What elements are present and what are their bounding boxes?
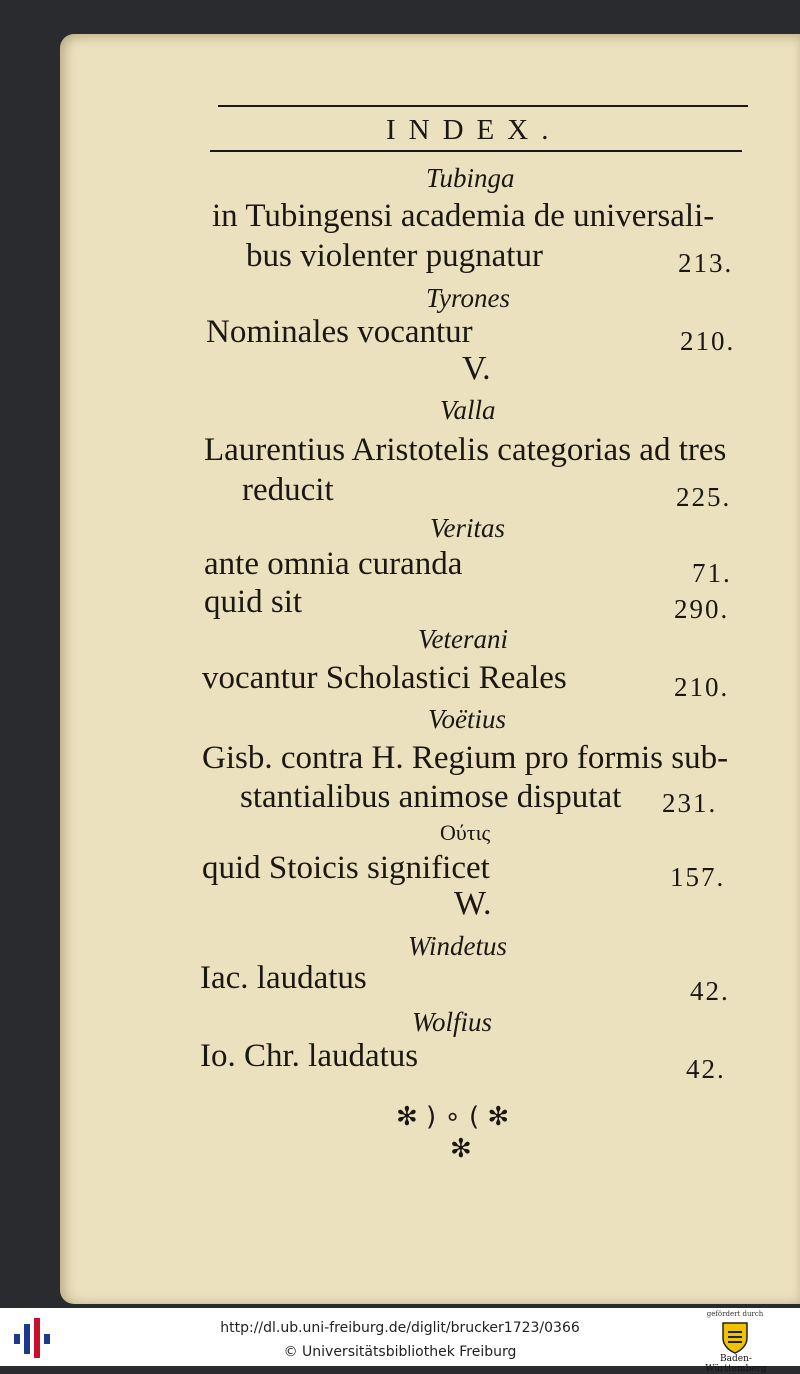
entry-line: quid Stoicis significet <box>202 850 490 886</box>
entry-line: ante omnia curanda <box>204 546 463 582</box>
entry-line: Io. Chr. laudatus <box>200 1038 419 1074</box>
sponsor-caption: gefördert durch <box>706 1310 764 1318</box>
entry-head: Tubinga <box>426 163 515 193</box>
entry-line: Gisb. contra H. Regium pro formis sub- <box>202 740 729 776</box>
entry-page-number: 213. <box>678 248 734 278</box>
entry-page-number: 290. <box>674 594 730 624</box>
entry-line: Nominales vocantur <box>206 314 473 350</box>
entry-line: stantialibus animose disputat <box>240 779 622 815</box>
entry-line: Iac. laudatus <box>200 960 367 996</box>
entry-page-number: 225. <box>676 482 732 512</box>
ornament: ✻ <box>450 1134 472 1164</box>
footer-copyright: © Universitätsbibliothek Freiburg <box>283 1344 517 1360</box>
entry-head: Wolfius <box>412 1007 493 1037</box>
entry-page-number: 42. <box>686 1054 726 1084</box>
entry-line: in Tubingensi academia de universali- <box>212 198 715 234</box>
entry-head: Tyrones <box>426 283 510 313</box>
viewer-footer <box>0 1308 800 1374</box>
ornament: ✻ ) ∘ ( ✻ <box>396 1102 510 1132</box>
entry-line: quid sit <box>204 584 303 620</box>
entry-page-number: 71. <box>692 558 732 588</box>
entry-head: Ούτις <box>440 820 491 845</box>
section-letter: W. <box>454 885 492 922</box>
header-rule-top <box>218 105 748 107</box>
coat-of-arms-icon <box>720 1320 750 1354</box>
entry-page-number: 231. <box>662 788 718 818</box>
entry-page-number: 42. <box>690 976 730 1006</box>
entry-line: reducit <box>242 472 334 508</box>
sponsor-logo <box>700 1310 770 1374</box>
entry-head: Veterani <box>418 624 508 654</box>
entry-line: vocantur Scholastici Reales <box>202 660 567 696</box>
section-letter: V. <box>462 350 491 387</box>
entry-page-number: 210. <box>680 326 736 356</box>
entry-head: Voëtius <box>428 704 506 734</box>
sponsor-name: Baden-Württemberg <box>705 1354 767 1374</box>
entry-page-number: 157. <box>670 862 726 892</box>
footer-url-link[interactable]: http://dl.ub.uni-freiburg.de/diglit/brucker1723/0366 <box>220 1320 580 1336</box>
entry-page-number: 210. <box>674 672 730 702</box>
entry-line: bus violenter pugnatur <box>246 238 543 274</box>
page-header: INDEX. <box>386 114 562 146</box>
header-rule-bottom <box>210 150 742 152</box>
entry-line: Laurentius Aristotelis categorias ad tres <box>204 432 727 468</box>
entry-head: Veritas <box>430 513 506 543</box>
entry-head: Windetus <box>408 931 507 961</box>
entry-head: Valla <box>440 395 496 425</box>
